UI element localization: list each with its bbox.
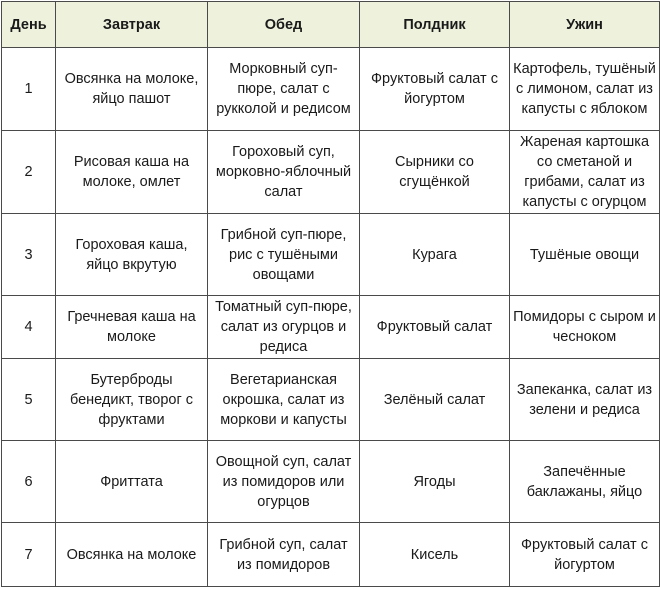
dinner-cell: Тушёные овощи <box>510 214 660 296</box>
day-cell: 7 <box>2 523 56 587</box>
header-breakfast: Завтрак <box>56 2 208 48</box>
snack-cell: Ягоды <box>360 441 510 523</box>
snack-cell: Фруктовый салат с йогуртом <box>360 48 510 131</box>
breakfast-cell: Гороховая каша, яйцо вкрутую <box>56 214 208 296</box>
breakfast-cell: Гречневая каша на молоке <box>56 296 208 359</box>
dinner-cell: Запечённые баклажаны, яйцо <box>510 441 660 523</box>
header-dinner: Ужин <box>510 2 660 48</box>
breakfast-cell: Фриттата <box>56 441 208 523</box>
table-row <box>2 523 660 587</box>
snack-cell: Кисель <box>360 523 510 587</box>
lunch-cell: Гороховый суп, морковно-яблочный салат <box>208 131 360 214</box>
day-cell: 1 <box>2 48 56 131</box>
header-day: День <box>2 2 56 48</box>
lunch-cell: Морковный суп-пюре, салат с рукколой и редисом <box>208 48 360 131</box>
dinner-cell: Фруктовый салат с йогуртом <box>510 523 660 587</box>
breakfast-cell: Бутерброды бенедикт, творог с фруктами <box>56 359 208 441</box>
table-row <box>2 214 660 296</box>
day-cell: 6 <box>2 441 56 523</box>
dinner-cell: Запеканка, салат из зелени и редиса <box>510 359 660 441</box>
table-row <box>2 48 660 131</box>
breakfast-cell: Овсянка на молоке, яйцо пашот <box>56 48 208 131</box>
table-row <box>2 131 660 214</box>
lunch-cell: Грибной суп, салат из помидоров <box>208 523 360 587</box>
day-cell: 5 <box>2 359 56 441</box>
dinner-cell: Помидоры с сыром и чесноком <box>510 296 660 359</box>
table-row <box>2 441 660 523</box>
table-row <box>2 296 660 359</box>
dinner-cell: Жареная картошка со сметаной и грибами, салат из капусты с огурцом <box>510 131 660 214</box>
header-row <box>2 2 660 48</box>
lunch-cell: Овощной суп, салат из помидоров или огурцов <box>208 441 360 523</box>
snack-cell: Зелёный салат <box>360 359 510 441</box>
lunch-cell: Томатный суп-пюре, салат из огурцов и редиса <box>208 296 360 359</box>
header-lunch: Обед <box>208 2 360 48</box>
table-row <box>2 359 660 441</box>
snack-cell: Курага <box>360 214 510 296</box>
breakfast-cell: Рисовая каша на молоке, омлет <box>56 131 208 214</box>
snack-cell: Сырники со сгущёнкой <box>360 131 510 214</box>
dinner-cell: Картофель, тушёный с лимоном, салат из капусты с яблоком <box>510 48 660 131</box>
meal-plan-table <box>1 1 660 587</box>
day-cell: 2 <box>2 131 56 214</box>
lunch-cell: Вегетарианская окрошка, салат из моркови и капусты <box>208 359 360 441</box>
lunch-cell: Грибной суп-пюре, рис с тушёными овощами <box>208 214 360 296</box>
day-cell: 4 <box>2 296 56 359</box>
breakfast-cell: Овсянка на молоке <box>56 523 208 587</box>
snack-cell: Фруктовый салат <box>360 296 510 359</box>
day-cell: 3 <box>2 214 56 296</box>
header-snack: Полдник <box>360 2 510 48</box>
